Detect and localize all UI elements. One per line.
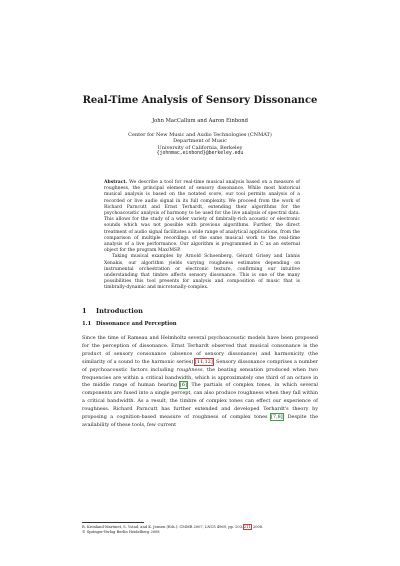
footnote-citation-tail: , 2008. xyxy=(250,525,264,529)
abstract-paragraph-2: Taking musical examples by Arnold Schoenberg, Gérard Grisey and Iannis Xenakis, our algorithm yields varying roughness estimates depending on instrumental orchestration or electronic texture, confirming our intuitive understanding that timbre affects sensory dissonance. This is one of the many possibilities this tool presents for analysis and composition of music that is timbrally-dynamic and microtonally-complex. xyxy=(104,254,300,291)
affiliation-department: Department of Music xyxy=(173,138,227,145)
footnote-rule xyxy=(82,522,144,523)
abstract-label: Abstract. xyxy=(104,180,128,185)
footnote-citation-text: R. Kronland-Martinet, S. Ystad, and K. Jensen (Eds.): CMMR 2007, LNCS 4969, pp. 203– xyxy=(82,525,244,529)
body-text-4: . The partials of complex tones, in which several components are fused into a single percept, can also produce roughness when they fall within a critical bandwidth. As a result, the timbre of complex tones can effect our experience of roughness. Richard Parncutt has further extended and developed Terhardt's theory by proposing a cognition-based measure of roughness of complex tones xyxy=(82,382,318,421)
footnote xyxy=(82,525,318,535)
footnote-copyright: © Springer-Verlag Berlin Heidelberg 2008 xyxy=(82,530,160,535)
author-email: {johnmac,einbond}@berkeley.edu xyxy=(156,151,244,157)
citation-link[interactable]: [6] xyxy=(179,382,187,389)
subsection-number: 1.1 xyxy=(82,321,92,327)
citation-link[interactable]: [7,8] xyxy=(271,414,283,421)
paper-title: Real-Time Analysis of Sensory Dissonance xyxy=(82,95,318,106)
abstract-text-1: We describe a tool for real-time musical analysis based on a measure of roughness, the principal element of sensory dissonance. While most historical musical analysis is based on the notated score, our tool permits analysis of a recorded or live audio signal in its full complexity. We proceed from the work of Richard Parncutt and Ernst Terhardt, extending their algorithms for the psychoacoustic analysis of harmony to be used for the live analysis of spectral data. This allows for the study of a wider variety of timbrally-rich acoustic or electronic sounds which was not possible with previous algorithms. Further, the direct treatment of audio signal facilitates a wide range of analytical applications, from the comparison of multiple recordings of the same musical work to the real-time analysis of a live performance. Our algorithm is programmed in C as an external object for the program Max/MSP. xyxy=(104,180,300,254)
page-range-link[interactable]: 211 xyxy=(243,525,251,529)
section-number: 1 xyxy=(82,307,87,315)
subsection-heading xyxy=(82,321,318,328)
body-text-1: Since the time of Rameau and Helmholtz several psychoacoustic models have been proposed for the perception of dissonance. Ernst Terhardt observed that musical consonance is the product of sensory consonance (absence of sensory dissonance) and harmonicity (the similarity of a sound to the harmonic series) xyxy=(82,335,318,365)
section-title: Introduction xyxy=(96,307,143,315)
affiliation-block xyxy=(60,132,340,158)
subsection-title: Dissonance and Perception xyxy=(96,321,177,327)
affiliation-university: University of California, Berkeley xyxy=(157,144,243,151)
section-heading xyxy=(82,307,318,315)
affiliation-center: Center for New Music and Audio Technologies (CNMAT) xyxy=(128,132,272,138)
body-text-5: . Despite the availability of these tools, few current xyxy=(82,414,318,428)
abstract xyxy=(104,180,300,292)
abstract-paragraph-1 xyxy=(104,180,300,254)
citation-link[interactable]: [11,12] xyxy=(194,358,213,365)
body-text-2: . Sensory dissonance comprises a number of psychoacoustic factors including xyxy=(82,358,318,373)
body-text-3: , the beating sensation produced when two frequencies are within a critical bandwidth, which is approximately one third of an octave in the middle range of human hearing xyxy=(82,366,318,389)
body-paragraph xyxy=(82,335,318,430)
paper-authors: John MacCallum and Aaron Einbond xyxy=(152,118,248,124)
body-emphasis: roughness xyxy=(176,366,203,373)
